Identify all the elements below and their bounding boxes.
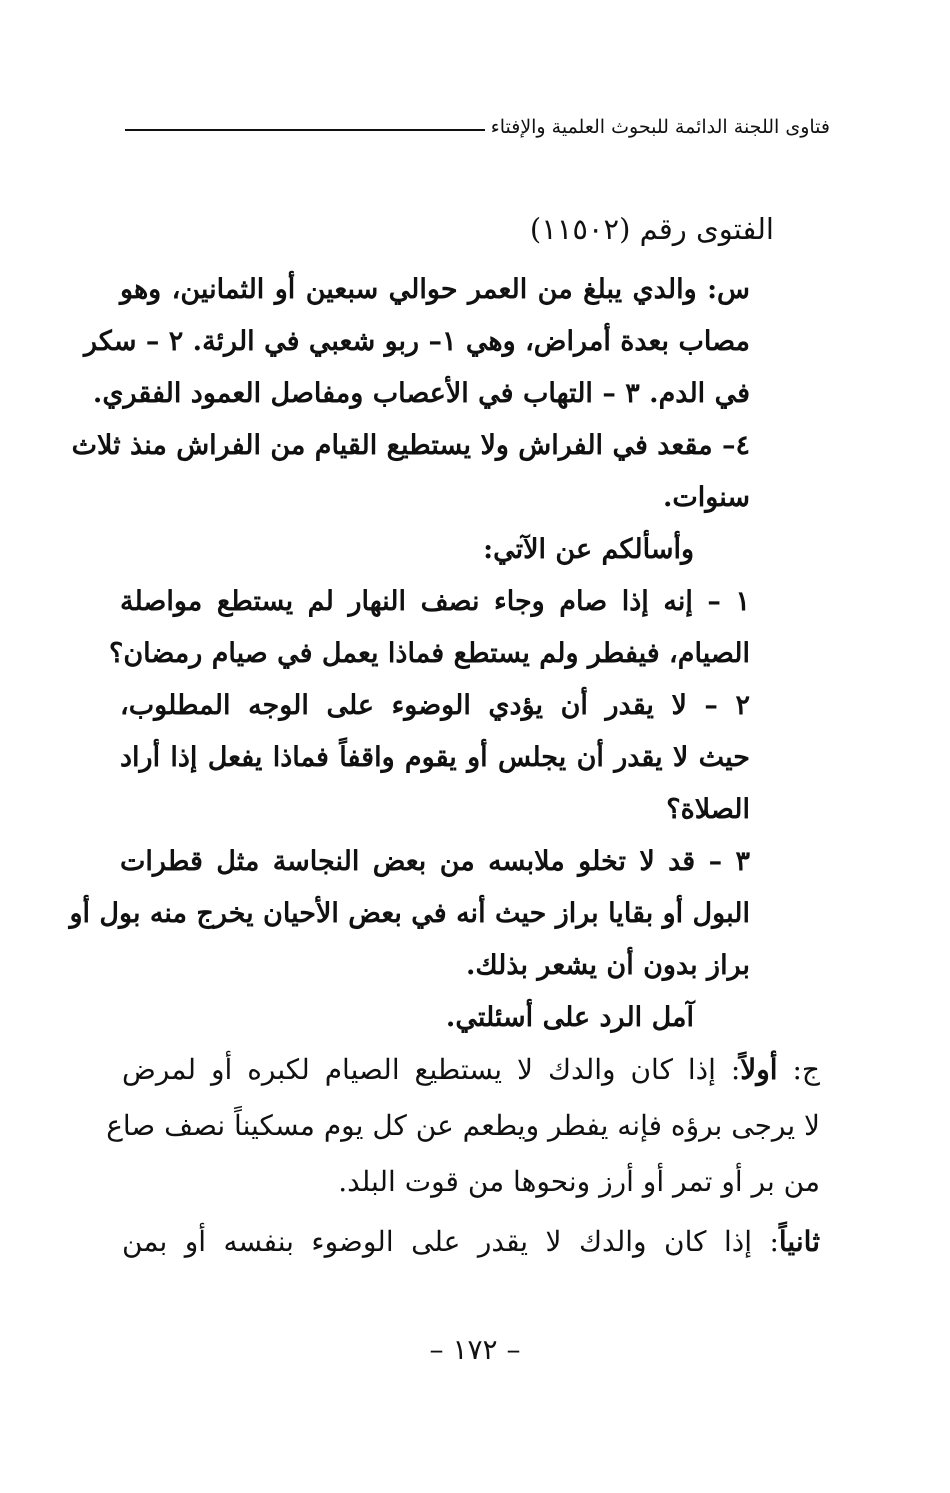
answer-text: : إذا كان والدك لا يقدر على الوضوء بنفسه أو بمن: [122, 1225, 779, 1258]
page-number: – ١٧٢ –: [429, 1333, 521, 1366]
question-line: الصيام، فيفطر ولم يستطع فماذا يعمل في صيام رمضان؟: [109, 638, 750, 669]
question-line: حيث لا يقدر أن يجلس أو يقوم واقفاً فماذا يفعل إذا أراد: [120, 742, 750, 773]
running-header-title: فتاوى اللجنة الدائمة للبحوث العلمية والإفتاء: [490, 116, 830, 138]
header-rule: [125, 129, 485, 131]
answer-line-second: [122, 1216, 820, 1268]
question-line: ٢ – لا يقدر أن يؤدي الوضوء على الوجه المطلوب،: [120, 690, 750, 721]
answer-label-first: أولاً: [740, 1053, 778, 1086]
fatwa-number: الفتوى رقم (١١٥٠٢): [529, 212, 774, 246]
answer-line: من بر أو تمر أو أرز ونحوها من قوت البلد.: [338, 1165, 820, 1198]
question-line: س: والدي يبلغ من العمر حوالي سبعين أو الثمانين، وهو: [120, 274, 750, 305]
question-line: في الدم. ٣ – التهاب في الأعصاب ومفاصل العمود الفقري.: [92, 378, 750, 409]
answer-line-first: [122, 1044, 820, 1096]
question-line: وأسألكم عن الآتي:: [483, 534, 694, 565]
answer-text: : إذا كان والدك لا يستطيع الصيام لكبره أو لمرض: [122, 1053, 741, 1086]
answer-prefix: ج:: [777, 1053, 820, 1086]
question-line: سنوات.: [662, 482, 750, 513]
question-line: آمل الرد على أسئلتي.: [445, 1002, 694, 1033]
question-line: البول أو بقايا براز حيث أنه في بعض الأحيان يخرج منه بول أو: [69, 898, 750, 929]
question-line: براز بدون أن يشعر بذلك.: [465, 950, 750, 981]
answer-label-second: ثانياً: [778, 1225, 820, 1258]
answer-line: لا يرجى برؤه فإنه يفطر ويطعم عن كل يوم مسكيناً نصف صاع: [106, 1109, 820, 1142]
question-line: مصاب بعدة أمراض، وهي ١– ربو شعبي في الرئة. ٢ – سكر: [84, 326, 750, 357]
question-line: ٤– مقعد في الفراش ولا يستطيع القيام من الفراش منذ ثلاث: [71, 430, 750, 461]
question-line: ٣ – قد لا تخلو ملابسه من بعض النجاسة مثل قطرات: [120, 846, 750, 877]
question-line: ١ – إنه إذا صام وجاء نصف النهار لم يستطع مواصلة: [120, 586, 750, 617]
running-header: [125, 112, 830, 142]
question-line: الصلاة؟: [666, 794, 750, 825]
